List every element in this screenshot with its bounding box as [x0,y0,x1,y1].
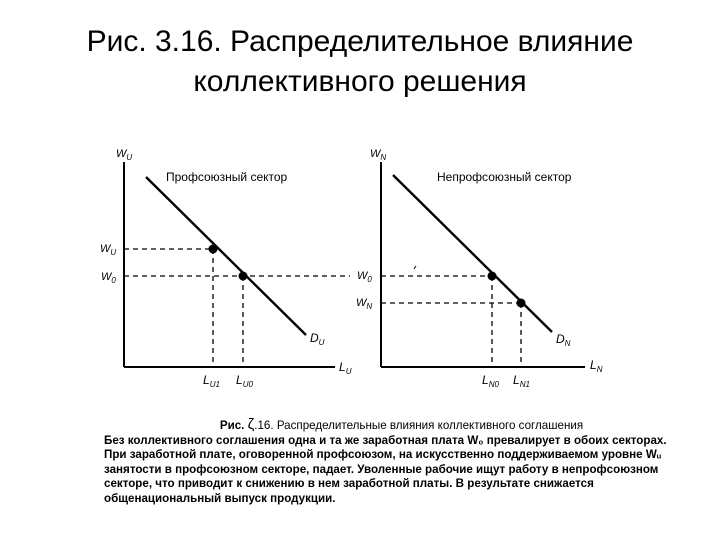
right-x-axis-label: $L_N$ [590,358,603,374]
left-tick-lu1: $L_{U1}$ [203,373,220,389]
right-curve-label: $D_N$ [556,332,571,348]
left-demand-curve [146,177,306,335]
right-sector-label: Непрофсоюзный сектор [437,170,572,184]
left-equilibrium-point [239,272,248,281]
left-y-axis-label: $W_U$ [116,148,133,162]
left-tick-w0: $W_0$ [101,271,116,285]
right-tick-w0: $W_0$ [357,270,372,284]
left-tick-lu0: $L_{U0}$ [236,373,253,389]
caption-number: .16. [254,419,274,432]
caption-prefix: Рис. [219,419,245,432]
right-tick-ln0: $L_{N0}$ [482,373,499,389]
caption-body: Без коллективного соглашения одна и та же заработная плата W₀ превалирует в обоих секторах. При заработной плате, оговоренной профсоюзом, на искусственно поддерживаемом уровне Wᵤ занятости в профсоюзном секторе, падает. Уволенные рабочие ищут работу в непрофсоюзном секторе, что приводит к снижению в нем заработной платы. В результате снижается общенациональный выпуск продукции. [104,433,667,505]
slide-title-line-1: Рис. 3.16. Распределительное влияние [86,25,634,58]
right-tick-wn: $W_N$ [356,297,373,311]
right-y-axis-label: $W_N$ [370,148,387,162]
left-curve-label: $D_U$ [310,331,325,347]
left-tick-wu: $W_U$ [100,243,117,257]
right-demand-curve [393,175,552,332]
right-new-point [517,299,526,308]
right-initial-point [488,272,497,281]
scan-mark [414,266,416,269]
caption-number-scribble: ζ [247,416,255,433]
figure-caption [104,418,679,507]
left-sector-label: Профсоюзный сектор [166,170,288,184]
slide-title-line-2: коллективного решения [193,65,527,98]
caption-heading-text: Распределительные влияния коллективного соглашения [276,419,584,432]
left-panel [100,148,352,389]
left-x-axis-label: $L_U$ [339,360,352,376]
right-tick-ln1: $L_{N1}$ [513,373,530,389]
left-union-wage-point [209,245,218,254]
right-panel [356,148,603,389]
caption-heading [104,418,679,434]
